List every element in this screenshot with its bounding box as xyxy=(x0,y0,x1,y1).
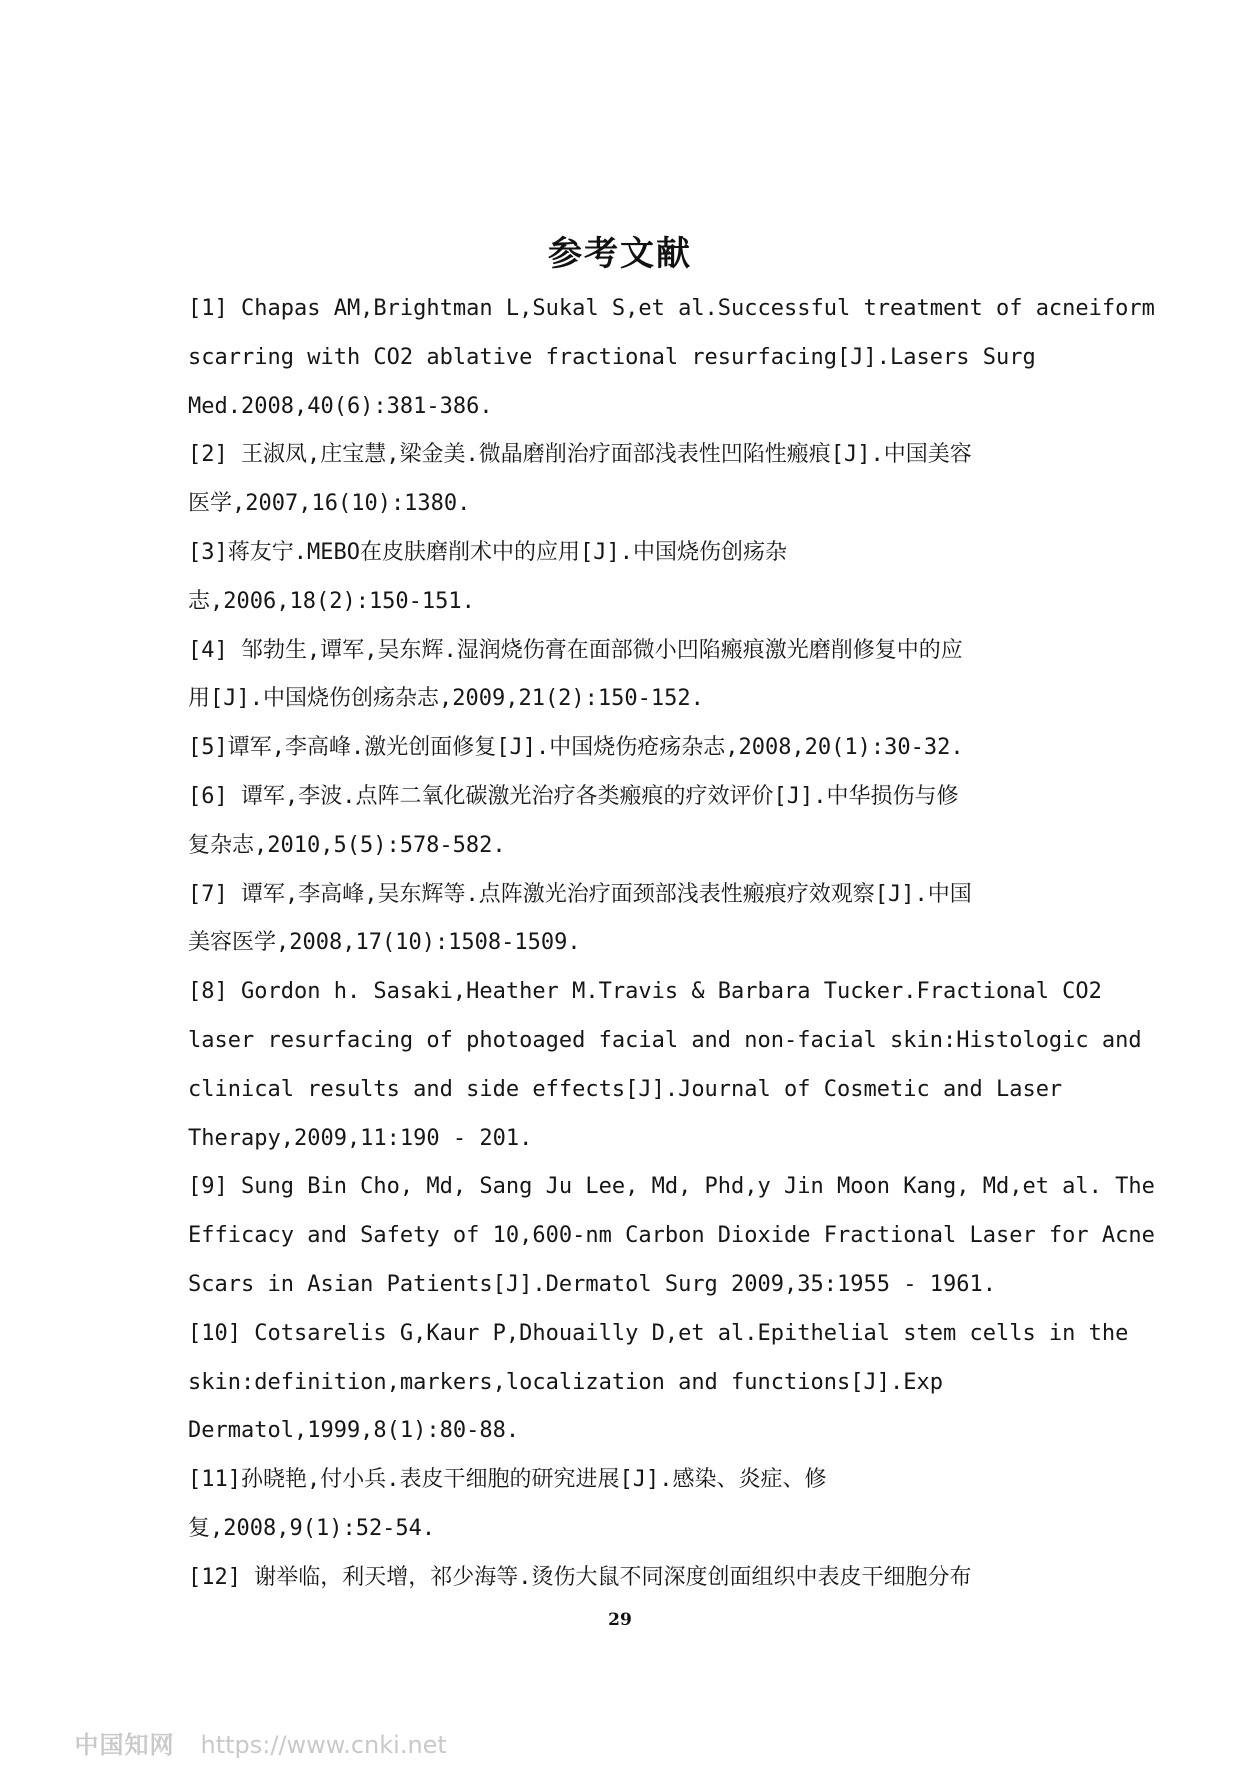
reference-list xyxy=(188,285,1155,1603)
reference-line: skin:definition,markers,localization and functions[J].Exp xyxy=(188,1369,943,1395)
reference-line: [11]孙晓艳,付小兵.表皮干细胞的研究进展[J].感染、炎症、修 xyxy=(188,1467,827,1493)
reference-line: [10] Cotsarelis G,Kaur P,Dhouailly D,et al.Epithelial stem cells in the xyxy=(188,1320,1129,1346)
reference-line: Med.2008,40(6):381-386. xyxy=(188,393,493,419)
reference-line: [3]蒋友宁.MEBO在皮肤磨削术中的应用[J].中国烧伤创疡杂 xyxy=(188,539,787,565)
reference-line: [6] 谭军,李波.点阵二氧化碳激光治疗各类瘢痕的疗效评价[J].中华损伤与修 xyxy=(188,783,959,809)
page-title: 参考文献 xyxy=(548,234,692,274)
reference-item xyxy=(188,1554,1056,1603)
reference-line: scarring with CO2 ablative fractional resurfacing[J].Lasers Surg xyxy=(188,344,1036,370)
reference-item xyxy=(188,773,1056,871)
reference-line: 复杂志,2010,5(5):578-582. xyxy=(188,832,506,858)
watermark-url: https://www.cnki.net xyxy=(200,1731,447,1759)
reference-line: [8] Gordon h. Sasaki,Heather M.Travis & Barbara Tucker.Fractional CO2 xyxy=(188,979,1102,1005)
cnki-watermark xyxy=(44,1697,447,1788)
reference-line: [1] Chapas AM,Brightman L,Sukal S,et al.Successful treatment of acneiform xyxy=(188,296,1155,321)
reference-item xyxy=(188,724,1056,773)
reference-item xyxy=(188,529,1056,627)
reference-item xyxy=(188,285,1155,431)
reference-line: Efficacy and Safety of 10,600-nm Carbon Dioxide Fractional Laser for Acne xyxy=(188,1223,1155,1249)
reference-line: [9] Sung Bin Cho, Md, Sang Ju Lee, Md, Phd,y Jin Moon Kang, Md,et al. The xyxy=(188,1174,1155,1200)
reference-line: [12] 谢举临，利天增，祁少海等.烫伤大鼠不同深度创面组织中表皮干细胞分布 xyxy=(188,1564,972,1590)
reference-line: 医学,2007,16(10):1380. xyxy=(188,491,471,517)
reference-item xyxy=(188,627,1056,725)
reference-line: Scars in Asian Patients[J].Dermatol Surg 2009,35:1955 - 1961. xyxy=(188,1271,996,1297)
reference-line: [2] 王淑凤,庄宝慧,梁金美.微晶磨削治疗面部浅表性凹陷性瘢痕[J].中国美容 xyxy=(188,442,972,468)
reference-line: laser resurfacing of photoaged facial and non-facial skin:Histologic and xyxy=(188,1027,1142,1053)
reference-item xyxy=(188,968,1142,1163)
reference-line: [5]谭军,李高峰.激光创面修复[J].中国烧伤疮疡杂志,2008,20(1):30-32. xyxy=(188,735,964,761)
reference-line: 美容医学,2008,17(10):1508-1509. xyxy=(188,930,581,956)
reference-item xyxy=(188,871,1056,969)
reference-line: Therapy,2009,11:190 - 201. xyxy=(188,1125,533,1151)
reference-item xyxy=(188,1456,1056,1554)
reference-line: Dermatol,1999,8(1):80-88. xyxy=(188,1418,520,1444)
reference-line: clinical results and side effects[J].Journal of Cosmetic and Laser xyxy=(188,1076,1063,1102)
reference-item xyxy=(188,1163,1155,1309)
reference-item xyxy=(188,431,1056,529)
reference-line: 复,2008,9(1):52-54. xyxy=(188,1515,436,1541)
page-number: 29 xyxy=(608,1610,632,1630)
reference-line: [4] 邹勃生,谭军,吴东辉.湿润烧伤膏在面部微小凹陷瘢痕激光磨削修复中的应 xyxy=(188,637,963,663)
reference-line: 志,2006,18(2):150-151. xyxy=(188,588,475,614)
watermark-logo-text: 中国知网 xyxy=(74,1731,175,1759)
reference-line: 用[J].中国烧伤创疡杂志,2009,21(2):150-152. xyxy=(188,686,704,712)
reference-item xyxy=(188,1310,1129,1456)
reference-line: [7] 谭军,李高峰,吴东辉等.点阵激光治疗面颈部浅表性瘢痕疗效观察[J].中国 xyxy=(188,881,972,907)
